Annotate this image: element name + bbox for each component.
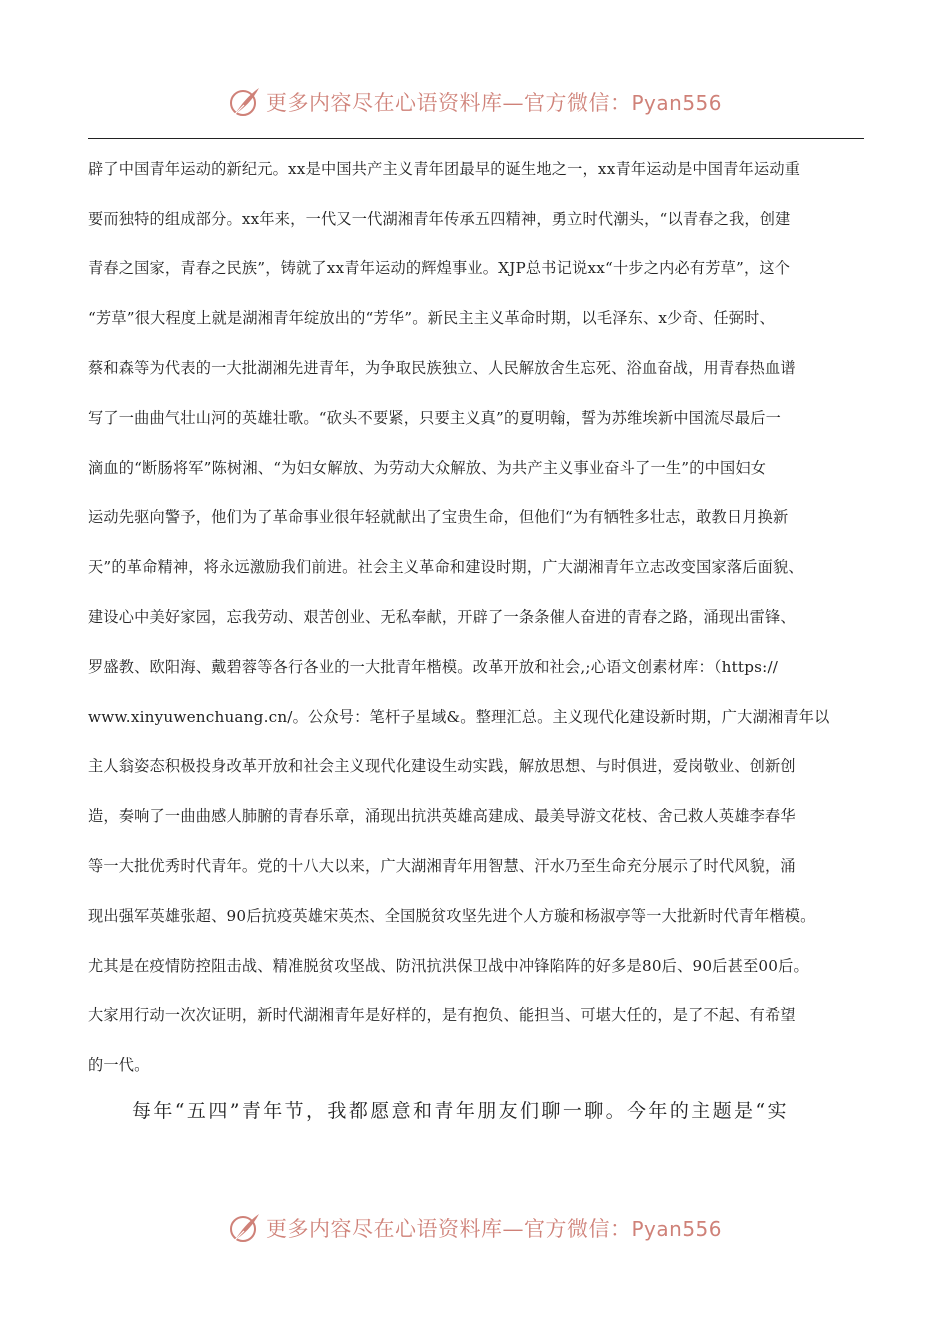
body-line: 天”的革命精神，将永远激励我们前进。社会主义革命和建设时期，广大湖湘青年立志改变国家落后面貌、 [88,558,804,577]
body-line: 滴血的“断肠将军”陈树湘、“为妇女解放、为劳动大众解放、为共产主义事业奋斗了一生”的中国妇女 [88,458,767,477]
body-line: “芳草”很大程度上就是湖湘青年绽放出的“芳华”。新民主主义革命时期，以毛泽东、x少奇、任弼时、 [88,309,775,328]
body-line: 大家用行动一次次证明，新时代湖湘青年是好样的，是有抱负、能担当、可堪大任的，是了不起、有希望 [88,1006,796,1025]
body-line: 罗盛教、欧阳海、戴碧蓉等各行各业的一大批青年楷模。改革开放和社会,;心语文创素材库：（https:// [88,657,779,676]
body-line: 造，奏响了一曲曲感人肺腑的青春乐章，涌现出抗洪英雄高建成、最美导游文花枝、舍己救人英雄李春华 [88,807,796,826]
header-divider [88,138,864,139]
header-banner-label: 更多内容尽在心语资料库—官方微信： [265,91,632,115]
footer-banner [0,1208,950,1248]
body-line: www.xinyuwenchuang.cn/。公众号：笔杆子星域&。整理汇总。主义现代化建设新时期，广大湖湘青年以 [88,707,830,726]
body-line: 辟了中国青年运动的新纪元。xx是中国共产主义青年团最早的诞生地之一，xx青年运动是中国青年运动重 [88,159,801,178]
header-banner-text [266,87,722,117]
body-line: 蔡和森等为代表的一大批湖湘先进青年，为争取民族独立、人民解放舍生忘死、浴血奋战，用青春热血谱 [88,359,796,378]
body-line: 青春之国家，青春之民族”，铸就了xx青年运动的辉煌事业。XJP总书记说xx“十步之内必有芳草”，这个 [88,259,791,278]
body-line: 现出强军英雄张超、90后抗疫英雄宋英杰、全国脱贫攻坚先进个人方璇和杨淑亭等一大批新时代青年楷模。 [88,906,816,925]
body-line: 写了一曲曲气壮山河的英雄壮歌。“砍头不要紧，只要主义真”的夏明翰，誓为苏维埃新中国流尽最后一 [88,408,781,427]
next-paragraph: 每年“五四”青年节，我都愿意和青年朋友们聊一聊。今年的主题是“实 [132,1100,789,1122]
body-line: 尤其是在疫情防控阻击战、精准脱贫攻坚战、防汛抗洪保卫战中冲锋陷阵的好多是80后、90后甚至00后。 [88,956,809,975]
body-line: 主人翁姿态积极投身改革开放和社会主义现代化建设生动实践，解放思想、与时俱进，爱岗敬业、创新创 [88,757,796,776]
footer-banner-label: 更多内容尽在心语资料库—官方微信： [265,1217,632,1241]
body-line: 等一大批优秀时代青年。党的十八大以来，广大湖湘青年用智慧、汗水乃至生命充分展示了时代风貌，涌 [88,857,796,876]
document-body [88,144,864,1090]
body-line: 建设心中美好家园，忘我劳动、艰苦创业、无私奉献，开辟了一条条催人奋进的青春之路，涌现出雷锋、 [88,608,796,627]
quill-pen-icon [228,1211,262,1245]
body-line: 要而独特的组成部分。xx年来，一代又一代湖湘青年传承五四精神，勇立时代潮头，“以青春之我，创建 [88,209,791,228]
body-line: 的一代。 [88,1056,150,1075]
quill-pen-icon [228,85,262,119]
header-banner [0,82,950,122]
footer-banner-text [266,1213,722,1243]
header-wechat-id: Pyan556 [631,91,722,115]
footer-wechat-id: Pyan556 [631,1217,722,1241]
body-line: 运动先驱向警予，他们为了革命事业很年轻就献出了宝贵生命，但他们“为有牺牲多壮志，敢教日月换新 [88,508,789,527]
